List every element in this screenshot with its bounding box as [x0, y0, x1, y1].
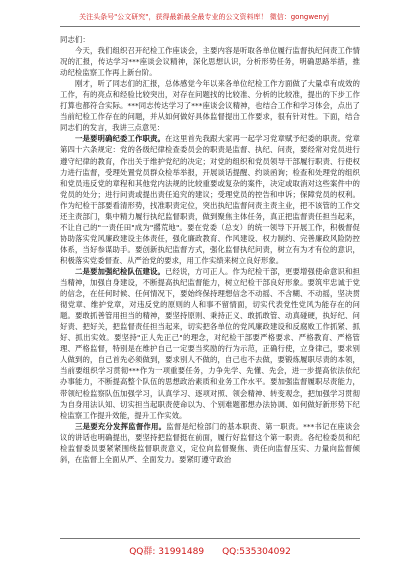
footer-qq: QQ:535304092: [222, 547, 291, 557]
section-1-heading: 一是要明确纪委工作职责。: [75, 134, 166, 144]
paragraph-summary: 刚才，听了同志们的汇报，总体感觉今年以来各单位纪检工作方面做了大量卓有成效的工作，有的亮点和经验比较突出，对存在问题找的比较准、分析的比较准，提出的下步工作打算也都符合实际。***同志传达学习了***座谈会议精神，也结合工作和学习体会，点出了当前纪检工作存在的问题，并从如何做好具体监督提出工作要求，很有针对性。下面，结合同志们的发言，我讲三点意见：: [60, 79, 360, 133]
section-2: [60, 266, 360, 421]
section-1-text: 在这里首先我跟大家再一起学习党章赋予纪委的职责。党章第四十六条规定：党的各级纪律检查委员会的职责是监督、执纪、问责，要经常对党员进行遵守纪律的教育，作出关于维护党纪的决定；对党的组织和党员领导干部履行职责、行使权力进行监督，受理处置党员群众检举举报，开展谈话提醒、约谈函询；检查和处理党的组织和党员违反党的章程和其他党内法规的比较重要或复杂的案件，决定或取消对这些案件中的党员的处分；进行问责或提出责任追究的建议；受理党员的控告和申诉；保障党员的权利。作为纪检干部要看清形势，找准职责定位，突出执纪监督问责主责主业，把不该管的工作交还主责部门，集中精力履行执纪监督职责，做到聚焦主体任务，真正把监督责任担当起来，不让自己的"一责任田"成为"撂荒地"。要在党委（总支）的统一领导下开展工作，积极督促协助落实党风廉政建设主体责任，强化廉政教育、作风建设、权力制约、完善廉政风险防控体系，当好参谋助手。要创新执纪监督方式，强化监督执纪问责，树立有为才有位的意识，积极落实党委督查、从严治党的要求，用工作实绩来树立良好形象。: [60, 134, 360, 265]
section-3-text: 监督是纪检部门的基本职责、第一职责。***书记在座谈会议的讲话也明确提出，要坚持把监督挺在前面，履行好监督这个第一职责。各纪检委员和纪检监督委员要紧紧围绕监督职责意义，定位向监督聚焦、责任向监督压实、力量向监督倾斜，在监督上全面从严、全面发力。要紧盯遵守政治: [60, 421, 360, 464]
header-divider: [60, 26, 360, 27]
section-3: [60, 421, 360, 465]
section-2-heading: 二是要加强纪检队伍建设。: [75, 266, 166, 276]
footer-divider: [60, 538, 360, 539]
document-body: [60, 34, 360, 465]
header-banner: 关注头条号"公文研究"，获得最新最全最专业的公文资料库！ 微信：gongwenyj: [79, 13, 329, 21]
footer: [60, 546, 360, 558]
section-2-text: 已经说，方可正人。作为纪检干部，更要增强使命意识和担当精神，加强自身建设，不断提高执纪监督能力，树立纪检干部良好形象。要筑牢忠诚于党的信念，在任何时候、任何情况下，要始终保持理想信念不动摇、不含糊、不动摇，坚决贯彻党章、维护党章，对违反党的原则的人和事不留情面，切实代表党性党风为能存在的问题。要敢抓善管用担当的精神，要坚持原则、秉持正义、敢抓敢管、动真碰硬，执好纪、问好责、把好关，把监督责任担当起来，切实把各单位的党风廉政建设和反腐败工作抓紧、抓好、抓出实效。要坚持"正人先正己"的理念，对纪检干部要严格要求、严格教育、严格管理、严格监督，特别是在维护自己一定要当奖励的行为示范，正确行使，立身律己，要求别人做到的，自己首先必须做到，要求别人不做的，自己也不去做，要锻炼履职尽责的本领，当前要组织学习贯彻***作为一项重要任务，力争先学、先懂、先会，进一步提高依法依纪办事能力，不断提高整个队伍的思想政治素质和业务工作水平。要加强监督履职尽责能力，带领纪检监察队伍加强学习，认真学习、逐项对照、领会精神、转变观念，把加强学习贯彻为自身用法认知、切实担当起职责使命以为、个别难题都想办法协调、如何做好新形势下纪检监察工作提升效能，提升工作实效。: [60, 266, 360, 420]
salutation: 同志们：: [60, 35, 90, 44]
footer-qq-group: QQ群: 31991489: [129, 547, 205, 557]
paragraph-intro: 今天，我们组织召开纪检工作座谈会，主要内容是听取各单位履行监督执纪问责工作情况的汇报，传达学习***座谈会议精神，深化思想认识，分析形势任务，明确思路举措，推动纪检监察工作再上新台阶。: [60, 46, 360, 78]
section-3-heading: 三是要充分发挥监督作用。: [75, 421, 167, 431]
section-1: [60, 133, 360, 266]
